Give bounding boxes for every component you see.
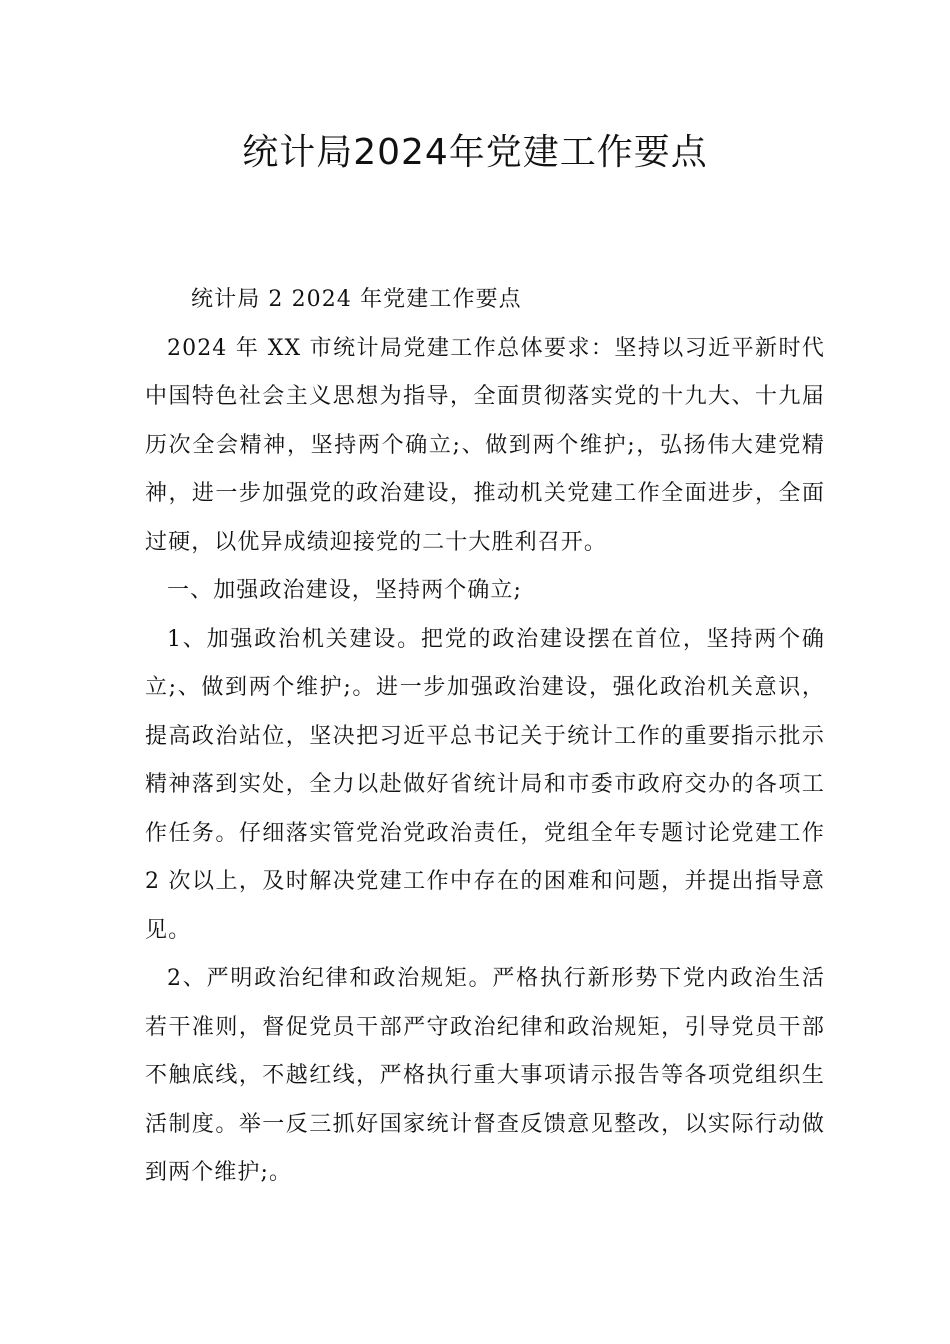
document-body — [145, 276, 825, 1198]
document-subtitle: 统计局 2 2024 年党建工作要点 — [191, 287, 522, 312]
section-heading-political-building: 一、加强政治建设，坚持两个确立; — [167, 578, 523, 603]
paragraph-item-1: 1、加强政治机关建设。把党的政治建设摆在首位，坚持两个确立;、做到两个维护;。进一步加强政治建设，强化政治机关意识，提高政治站位，坚决把习近平总书记关于统计工作的重要指示批示精神落到实处，全力以赴做好省统计局和市委市政府交办的各项工作任务。仔细落实管党治党政治责任，党组全年专题讨论党建工作 2 次以上，及时解决党建工作中存在的困难和问题，并提出指导意见。 — [145, 626, 825, 943]
paragraph-general-requirements: 2024 年 XX 市统计局党建工作总体要求：坚持以习近平新时代中国特色社会主义思想为指导，全面贯彻落实党的十九大、十九届历次全会精神，坚持两个确立;、做到两个维护;，弘扬伟大建党精神，进一步加强党的政治建设，推动机关党建工作全面进步，全面过硬，以优异成绩迎接党的二十大胜利召开。 — [145, 335, 825, 555]
paragraph-item-2: 2、严明政治纪律和政治规矩。严格执行新形势下党内政治生活若干准则，督促党员干部严守政治纪律和政治规矩，引导党员干部不触底线，不越红线，严格执行重大事项请示报告等各项党组织生活制度。举一反三抓好国家统计督查反馈意见整改，以实际行动做到两个维护;。 — [145, 966, 825, 1185]
document-title: 统计局2024年党建工作要点 — [242, 132, 708, 173]
